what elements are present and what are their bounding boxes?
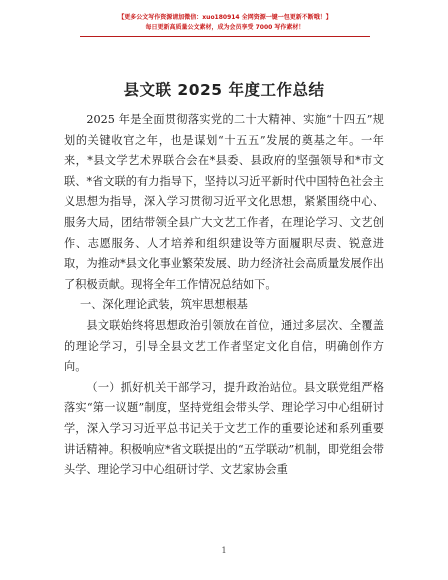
section-heading-1: 一、深化理论武装，筑牢思想根基: [80, 298, 248, 312]
document-title: 县文联 2025 年度工作总结: [123, 81, 325, 99]
promo-banner: [80, 13, 370, 37]
section-1-paragraph: 县文联始终将思想政治引领放在首位，通过多层次、全覆盖的理论学习，引导全县文艺工作者坚定文化自信，明确创作方向。: [64, 318, 384, 374]
document-body: [64, 110, 384, 481]
intro-paragraph: 2025 年是全面贯彻落实党的二十大精神、实施“十四五”规划的关键收官之年，也是谋划“十五五”发展的奠基之年。一年来，*县文学艺术界联合会在*县委、县政府的坚强领导和*市文联、*省文联的有力指导下，坚持以习近平新时代中国特色社会主义思想为指导，深入学习贯彻习近平文化思想，紧紧围绕中心、服务大局，团结带领全县广大文艺工作者，在理论学习、文艺创作、志愿服务、人才培养和组织建设等方面履职尽责、锐意进取，为推动*县文化事业繁荣发展、助力经济社会高质量发展作出了积极贡献。现将全年工作情况总结如下。: [64, 113, 384, 291]
promo-banner-line-2: 每日更新高质量公文素材，成为会员享受 7000 写作素材！: [145, 24, 305, 31]
page-number: 1: [221, 546, 227, 555]
subsection-1-paragraph: （一）抓好机关干部学习，提升政治站位。县文联党组严格落实“第一议题”制度，坚持党组会带头学、理论学习中心组研讨学，深入学习习近平总书记关于文艺工作的重要论述和系列重要讲话精神。积极响应*省文联提出的“五学联动”机制，即党组会带头学、理论学习中心组研讨学、文艺家协会重: [64, 380, 384, 477]
promo-banner-line-1: 【更多公文写作资源请加微信：xuo180914 全网资源一键一包更新不断哦！】: [118, 14, 332, 21]
